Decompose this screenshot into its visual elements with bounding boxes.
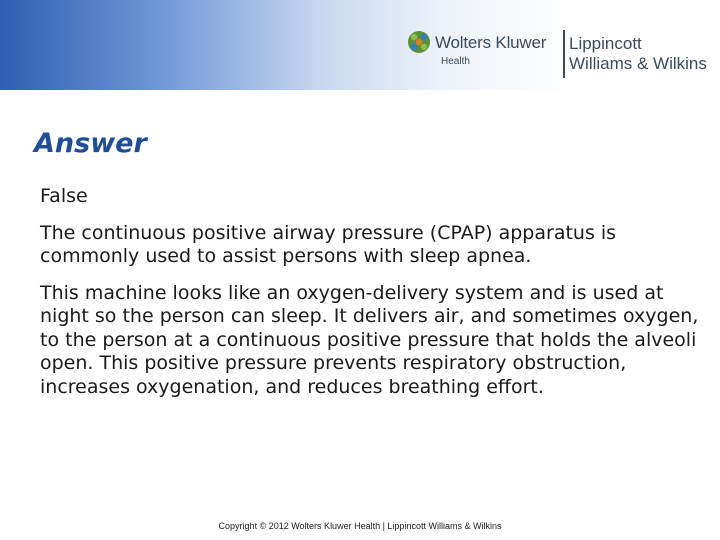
slide-body [40,185,700,412]
globe-icon [407,30,431,54]
logo-divider [563,30,565,78]
explanation-paragraph: The continuous positive airway pressure (CPAP) apparatus is commonly used to assist persons with sleep apnea. [40,221,617,267]
logo-subtitle: Health [441,56,470,67]
slide-title: Answer [34,128,147,159]
answer-paragraph: False [40,185,88,207]
partner-line-1: Lippincott [569,34,642,53]
partner-logo [569,34,707,74]
logo-name: Wolters Kluwer [435,33,547,52]
detail-paragraph: This machine looks like an oxygen-delivery system and is used at night so the person can sleep. It delivers air, and sometimes oxygen, to the person at a continuous positive pressure that holds the alveoli open. This positive pressure prevents respiratory obstruction, increases oxygenation, and reduces breathing effort. [40,281,699,398]
copyright-footer: Copyright © 2012 Wolters Kluwer Health | Lippincott Williams & Wilkins [218,521,502,531]
wolters-kluwer-logo [407,28,567,80]
partner-line-2: Williams & Wilkins [569,54,707,73]
